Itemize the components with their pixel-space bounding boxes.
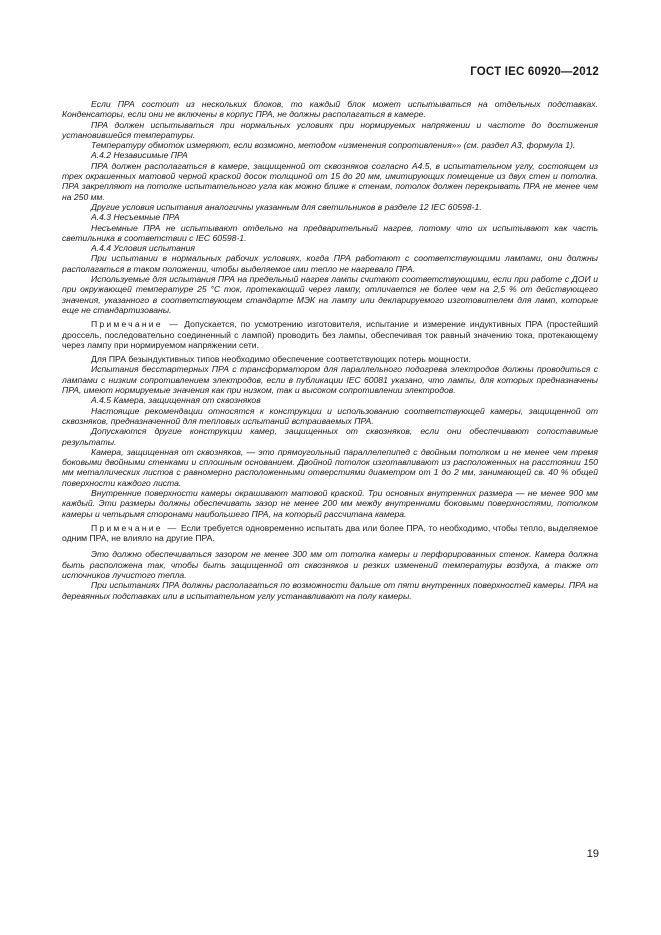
paragraph: ПРА должен испытываться при нормальных условиях при нормируемых напряжении и частоте до достижения установившейся температуры. [62, 119, 598, 140]
paragraph: При испытании в нормальных рабочих условиях, когда ПРА работают с соответствующими лампами, они должны располагаться в таком положении, чтобы выделяемое ими тепло не нагревало ПРА. [62, 253, 598, 274]
paragraph: Если ПРА состоит из нескольких блоков, то каждый блок может испытываться на отдельных подставках. Конденсаторы, если они не включены в корпус ПРА, не должны располагаться в камере. [62, 99, 598, 120]
note [62, 523, 598, 544]
note-label: Примечание — [91, 522, 179, 533]
paragraph: Внутренние поверхности камеры окрашивают матовой краской. Три основных внутренних размера — не менее 900 мм каждый. Эти размеры должны обеспечивать зазор не менее 200 мм между внутренними боковыми поверхностями, потолком камеры и четырьмя сторонами наибольшего ПРА, на который рассчитана камера. [62, 487, 598, 519]
paragraph: Это должно обеспечиваться зазором не менее 300 мм от потолка камеры и перфорированных стенок. Камера должна быть расположена так, чтобы быть защищенной от сквозняков и резких изменений температуры воздуха, а также от источников лучистого тепла. [62, 549, 598, 581]
note-label: Примечание — [91, 319, 180, 330]
paragraph: При испытаниях ПРА должны располагаться по возможности дальше от пяти внутренних поверхностей камеры. ПРА на деревянных подставках или в испытательном углу устанавливают на полу камеры. [62, 580, 598, 601]
paragraph: Для ПРА безындуктивных типов необходимо обеспечение соответствующих потерь мощности. [91, 354, 471, 365]
paragraph: Несъемные ПРА не испытывают отдельно на предварительный нагрев, потому что их испытывают как часть светильника в соответствии с IEC 60598-1. [62, 222, 598, 243]
page-number: 19 [586, 848, 599, 860]
paragraph: Испытания бесстартерных ПРА с трансформатором для параллельного подогрева электродов должны проводиться с лампами с низким сопротивлением электродов, если в публикации IEC 60081 указано, что лампы, для которых предназначены ПРА, имеют нормируемые значения как при низком, так и высоком сопротивлении электродов. [62, 364, 598, 396]
paragraph: ПРА должен располагаться в камере, защищенной от сквозняков согласно А4.5, в испытательном углу, состоящем из трех окрашенных матовой черной краской досок толщиной от 15 до 20 мм, имитирующих помещение из двух стен и потолка. ПРА закрепляют на потолке испытательного угла как можно ближе к стенам, потолок должен перекрывать ПРА не менее чем на 250 мм. [62, 160, 598, 202]
paragraph: Настоящие рекомендации относятся к конструкции и использованию соответствующей камеры, защищенной от сквозняков, предназначенной для тепловых испытаний встраиваемых ПРА. [62, 405, 598, 426]
section-heading: А.4.3 Несъемные ПРА [91, 212, 180, 223]
paragraph: Камера, защищенная от сквозняков, — это прямоугольный параллелепипед с двойным потолком и не менее чем тремя боковыми двойными стенками и сплошным основанием. Двойной потолок изготавливают из расположенных на расстоянии 150 мм металлических листов с равномерно расположенными отверстиями диаметром от 1 до 2 мм, занимающей св. 40 % общей поверхности каждого листа. [62, 446, 598, 488]
paragraph: Другие условия испытания аналогичны указанным для светильников в разделе 12 IEC 60598-1. [91, 201, 482, 212]
note-text: Допускается, по усмотрению изготовителя, испытание и измерение индуктивных ПРА (простейший дроссель, последовательно соединенный с лампой) проводить без лампы, обеспечивая ток равный значению тока, протекающему через лампу при нормируемом напряжении сети. [62, 319, 598, 350]
body-text [62, 99, 598, 601]
paragraph: Допускаются другие конструкции камер, защищенных от сквозняков, если они обеспечивают сопоставимые результаты. [62, 426, 598, 447]
section-heading: А.4.5 Камера, защищенная от сквозняков [91, 395, 261, 406]
paragraph: Используемые для испытания ПРА на предельный нагрев лампы считают соответствующими, если при работе с ДОИ и при окружающей температуре 25 °С ток, протекающий через лампу, отличается не более чем на 2,5 % от действующего значения, указанного в соответствующем стандарте МЭК на лампу или декларируемого изготовителем для ламп, которые еще не стандартизованы. [62, 274, 598, 315]
paragraph: Температуру обмоток измеряют, если возможно, методом «изменения сопротивления»» (см. раздел А3, формула 1). [91, 140, 576, 151]
document-id: ГОСТ IEC 60920—2012 [470, 66, 599, 78]
note-text: Если требуется одновременно испытать два или более ПРА, то необходимо, чтобы тепло, выделяемое одним ПРА, не влияло на другие ПРА. [62, 522, 599, 544]
section-heading: А.4.2 Независимые ПРА [91, 150, 188, 161]
note [62, 319, 598, 350]
section-heading: А.4.4 Условия испытания [91, 243, 195, 254]
